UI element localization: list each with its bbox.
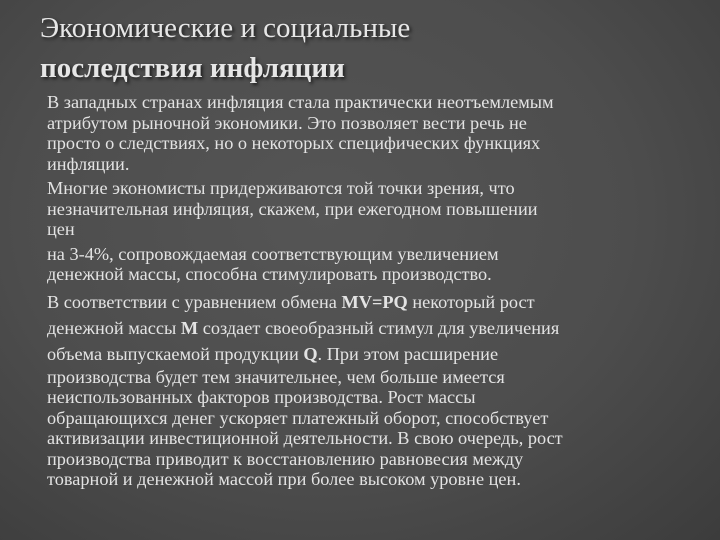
paragraph-4 (47, 289, 707, 490)
paragraph-1 (47, 92, 707, 174)
paragraph-line: на 3-4%, сопровождаемая соответствующим увеличением (47, 243, 499, 264)
paragraph-line: производства будет тем значительнее, чем больше имеется (47, 366, 505, 387)
paragraph-line: просто о следствиях, но о некоторых специфических функциях (47, 133, 541, 153)
text-run: объема выпускаемой продукции (47, 343, 304, 364)
text-run: некоторый рост (407, 291, 535, 312)
paragraph-2 (47, 178, 707, 240)
paragraph-line: производства приводит к восстановлению равновесия между (47, 448, 524, 469)
paragraph-line: атрибутом рыночной экономики. Это позволяет вести речь не (47, 112, 527, 133)
paragraph-line: денежной массы, способна стимулировать производство. (47, 264, 492, 284)
title-line-2: последствия инфляции (40, 52, 345, 84)
paragraph-line: Многие экономисты придерживаются той точки зрения, что (47, 178, 515, 198)
paragraph-line: цен (47, 219, 75, 239)
paragraph-line: активизации инвестиционной деятельности. В свою очередь, рост (47, 428, 563, 448)
paragraph-line: незначительная инфляция, скажем, при ежегодном повышении (47, 198, 538, 219)
paragraph-line: В западных странах инфляция стала практически неотъемлемым (47, 92, 554, 112)
text-run: денежной массы (47, 317, 181, 338)
paragraph-line: инфляции. (47, 153, 130, 174)
exchange-equation: MV=PQ (341, 291, 408, 312)
text-run: создает своеобразный стимул для увеличения (198, 317, 560, 338)
money-supply-symbol: М (180, 317, 199, 338)
paragraph-line: неиспользованных факторов производства. Рост массы (47, 387, 476, 407)
output-symbol: Q (303, 343, 318, 364)
text-run: . При этом расширение (317, 343, 499, 364)
paragraph-line: обращающихся денег ускоряет платежный оборот, способствует (47, 407, 549, 428)
paragraph-line (47, 341, 707, 367)
paragraph-line (47, 315, 707, 341)
slide-body (47, 92, 707, 490)
slide-title (40, 8, 700, 88)
paragraph-line (47, 289, 707, 315)
paragraph-line: товарной и денежной массой при более высоком уровне цен. (47, 469, 521, 489)
text-run: В соответствии с уравнением обмена (47, 291, 342, 312)
title-line-1: Экономические и социальные (40, 12, 411, 44)
paragraph-3 (47, 244, 707, 285)
